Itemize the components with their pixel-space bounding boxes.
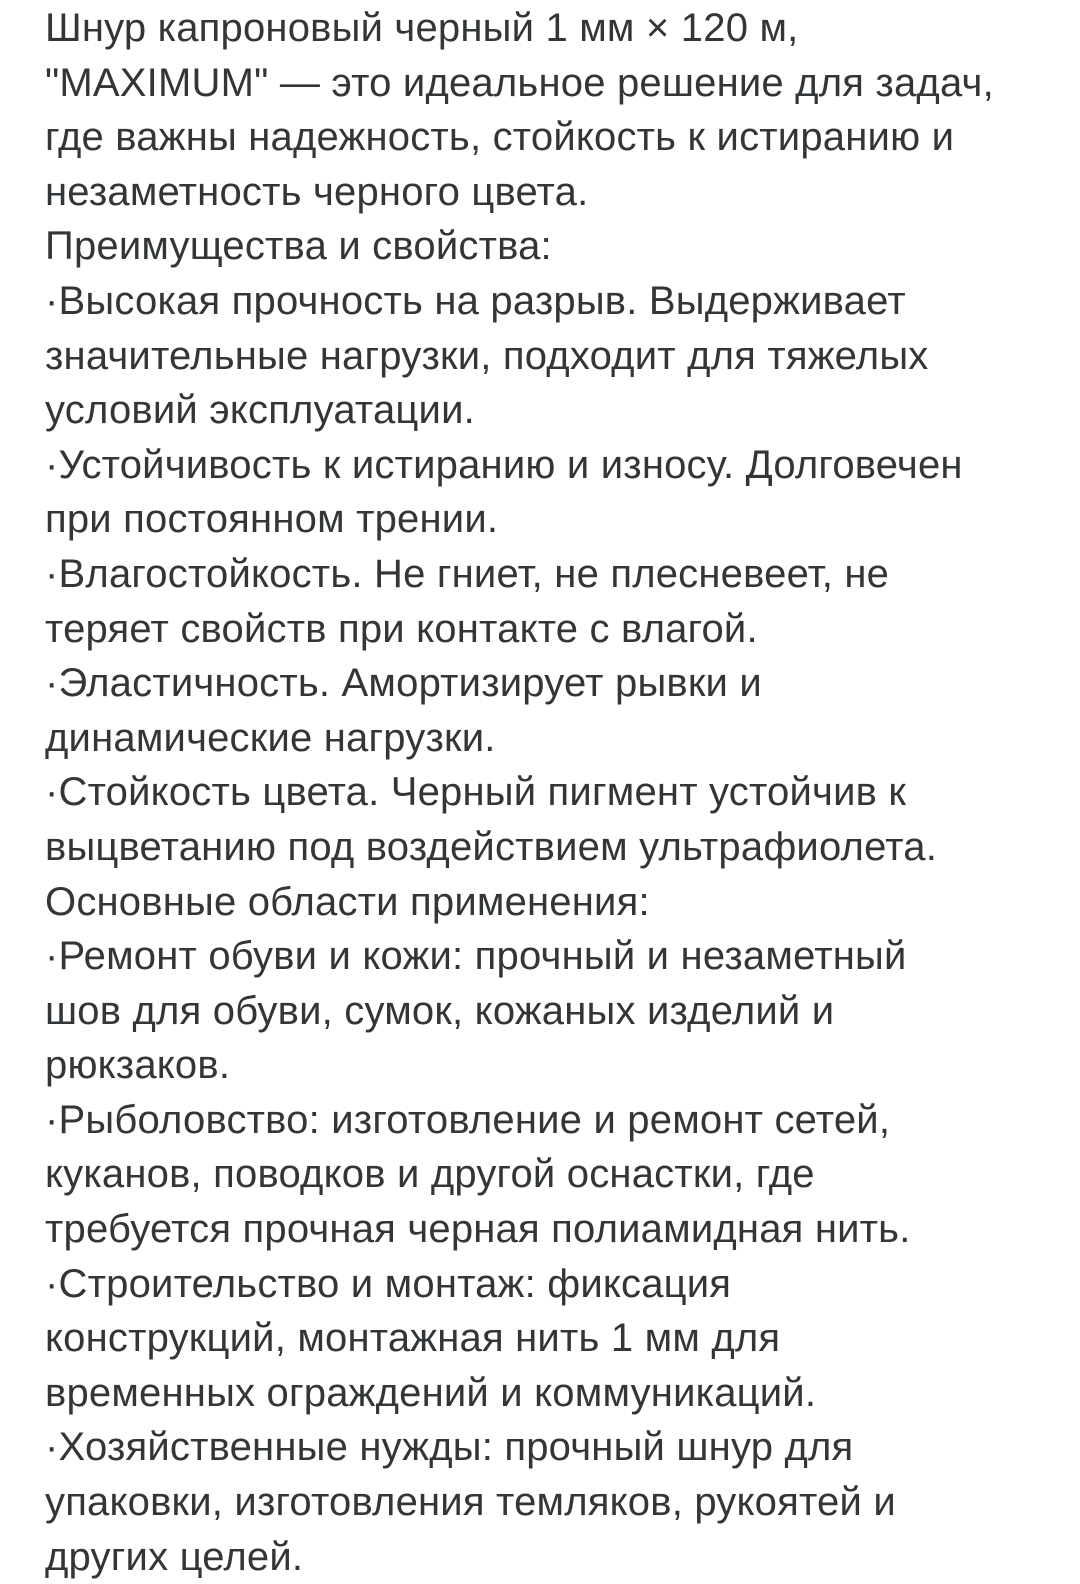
description-line: значительные нагрузки, подходит для тяжелых — [45, 333, 929, 378]
description-line: куканов, поводков и другой оснастки, где — [45, 1152, 815, 1197]
description-line: упаковки, изготовления темляков, рукоятей и — [45, 1480, 896, 1525]
description-line: ·Хозяйственные нужды: прочный шнур для — [45, 1425, 854, 1470]
description-line: условий эксплуатации. — [45, 388, 475, 433]
description-line: конструкций, монтажная нить 1 мм для — [45, 1316, 781, 1361]
description-line: рюкзаков. — [45, 1043, 231, 1088]
description-line: Основные области применения: — [45, 879, 650, 924]
description-line: Шнур капроновый черный 1 мм × 120 м, — [45, 6, 799, 50]
description-line: где важны надежность, стойкость к истиранию и — [45, 115, 955, 160]
description-line: Преимущества и свойства: — [45, 224, 552, 269]
description-line: других целей. — [45, 1534, 304, 1579]
description-line: ·Ремонт обуви и кожи: прочный и незаметный — [45, 934, 907, 979]
description-line: ·Эластичность. Амортизирует рывки и — [45, 661, 762, 706]
description-line: выцветанию под воздействием ультрафиолета. — [45, 824, 938, 869]
description-line: ·Строительство и монтаж: фиксация — [45, 1261, 732, 1306]
description-line: ·Стойкость цвета. Черный пигмент устойчив к — [45, 770, 907, 815]
description-line: динамические нагрузки. — [45, 715, 496, 760]
description-line: ·Высокая прочность на разрыв. Выдерживает — [45, 278, 906, 323]
description-line: ·Рыболовство: изготовление и ремонт сетей, — [45, 1097, 891, 1142]
description-line: "MAXIMUM" — это идеальное решение для задач, — [45, 60, 994, 105]
description-line: незаметность черного цвета. — [45, 169, 589, 214]
description-line: ·Влагостойкость. Не гниет, не плесневеет, не — [45, 551, 890, 596]
description-line: шов для обуви, сумок, кожаных изделий и — [45, 988, 835, 1033]
description-line: при постоянном трении. — [45, 497, 499, 542]
description-line: требуется прочная черная полиамидная нить. — [45, 1207, 911, 1252]
description-line: ·Устойчивость к истиранию и износу. Долговечен — [45, 442, 963, 487]
description-line: теряет свойств при контакте с влагой. — [45, 606, 758, 651]
description-line: временных ограждений и коммуникаций. — [45, 1370, 817, 1415]
